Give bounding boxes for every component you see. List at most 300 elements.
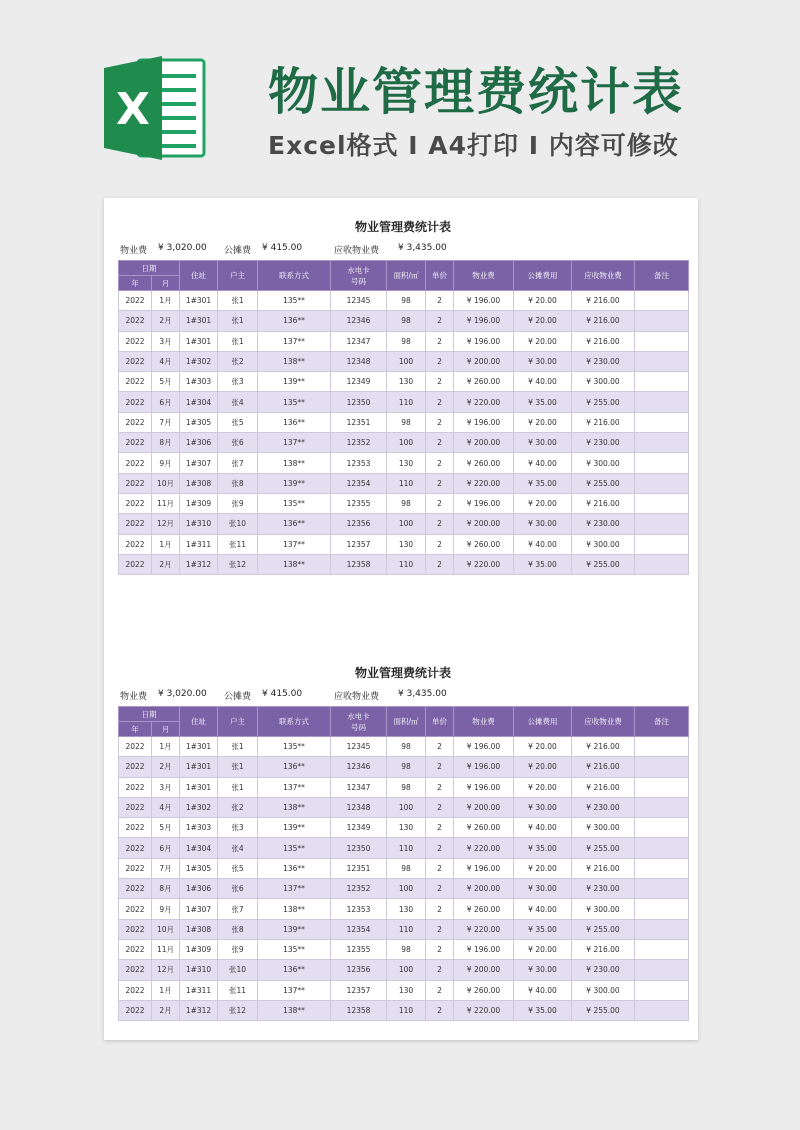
cell-area: 100 xyxy=(387,797,426,817)
table-row xyxy=(119,919,689,939)
cell-year: 2022 xyxy=(119,797,152,817)
cell-card-number: 12345 xyxy=(331,291,387,311)
cell-fee: ¥ 220.00 xyxy=(454,919,514,939)
cell-address: 1#305 xyxy=(180,858,218,878)
svg-text:X: X xyxy=(116,84,150,135)
cell-price: 2 xyxy=(426,372,454,392)
cell-year: 2022 xyxy=(119,392,152,412)
cell-price: 2 xyxy=(426,1000,454,1020)
cell-card-number: 12355 xyxy=(331,939,387,959)
cell-fee: ¥ 220.00 xyxy=(454,838,514,858)
cell-year: 2022 xyxy=(119,514,152,534)
cell-note xyxy=(635,899,689,919)
summary-receivable-value: ¥ 3,435.00 xyxy=(398,689,447,699)
table-title: 物业管理费统计表 xyxy=(354,666,451,680)
cell-year: 2022 xyxy=(119,351,152,371)
banner-title: 物业管理费统计表 xyxy=(268,63,684,121)
cell-year: 2022 xyxy=(119,899,152,919)
cell-receivable: ¥ 255.00 xyxy=(572,473,635,493)
cell-receivable: ¥ 255.00 xyxy=(572,554,635,574)
cell-price: 2 xyxy=(426,797,454,817)
cell-month: 1月 xyxy=(152,737,180,757)
cell-address: 1#310 xyxy=(180,960,218,980)
cell-year: 2022 xyxy=(119,331,152,351)
cell-month: 3月 xyxy=(152,777,180,797)
cell-year: 2022 xyxy=(119,453,152,473)
cell-shared-fee: ¥ 20.00 xyxy=(514,311,572,331)
summary-receivable-value: ¥ 3,435.00 xyxy=(398,243,447,253)
header-year: 年 xyxy=(119,722,152,737)
cell-year: 2022 xyxy=(119,473,152,493)
cell-fee: ¥ 220.00 xyxy=(454,473,514,493)
cell-receivable: ¥ 300.00 xyxy=(572,818,635,838)
cell-year: 2022 xyxy=(119,311,152,331)
cell-receivable: ¥ 216.00 xyxy=(572,331,635,351)
cell-shared-fee: ¥ 30.00 xyxy=(514,351,572,371)
cell-address: 1#312 xyxy=(180,554,218,574)
table-row xyxy=(119,858,689,878)
cell-contact: 138** xyxy=(258,1000,331,1020)
cell-contact: 135** xyxy=(258,939,331,959)
cell-year: 2022 xyxy=(119,939,152,959)
summary-shared-value: ¥ 415.00 xyxy=(262,689,303,699)
cell-address: 1#309 xyxy=(180,939,218,959)
cell-note xyxy=(635,351,689,371)
cell-area: 130 xyxy=(387,818,426,838)
cell-card-number: 12354 xyxy=(331,919,387,939)
cell-month: 8月 xyxy=(152,433,180,453)
cell-month: 8月 xyxy=(152,879,180,899)
cell-month: 9月 xyxy=(152,899,180,919)
cell-owner: 张9 xyxy=(218,493,258,513)
cell-shared-fee: ¥ 40.00 xyxy=(514,980,572,1000)
cell-price: 2 xyxy=(426,473,454,493)
cell-card-number: 12350 xyxy=(331,838,387,858)
cell-fee: ¥ 196.00 xyxy=(454,493,514,513)
cell-price: 2 xyxy=(426,412,454,432)
cell-owner: 张5 xyxy=(218,412,258,432)
cell-price: 2 xyxy=(426,554,454,574)
cell-month: 11月 xyxy=(152,493,180,513)
cell-receivable: ¥ 300.00 xyxy=(572,980,635,1000)
cell-fee: ¥ 200.00 xyxy=(454,960,514,980)
header-contact: 联系方式 xyxy=(258,261,331,291)
cell-receivable: ¥ 216.00 xyxy=(572,858,635,878)
cell-price: 2 xyxy=(426,939,454,959)
cell-card-number: 12347 xyxy=(331,331,387,351)
cell-price: 2 xyxy=(426,291,454,311)
cell-note xyxy=(635,838,689,858)
cell-contact: 136** xyxy=(258,858,331,878)
cell-contact: 135** xyxy=(258,737,331,757)
cell-shared-fee: ¥ 35.00 xyxy=(514,919,572,939)
cell-year: 2022 xyxy=(119,1000,152,1020)
cell-address: 1#301 xyxy=(180,777,218,797)
cell-receivable: ¥ 300.00 xyxy=(572,534,635,554)
cell-year: 2022 xyxy=(119,534,152,554)
cell-note xyxy=(635,797,689,817)
cell-receivable: ¥ 230.00 xyxy=(572,351,635,371)
cell-month: 1月 xyxy=(152,291,180,311)
table-row xyxy=(119,899,689,919)
cell-price: 2 xyxy=(426,331,454,351)
cell-card-number: 12353 xyxy=(331,453,387,473)
summary-shared-value: ¥ 415.00 xyxy=(262,243,303,253)
table-row xyxy=(119,534,689,554)
cell-receivable: ¥ 230.00 xyxy=(572,433,635,453)
cell-price: 2 xyxy=(426,899,454,919)
cell-owner: 张1 xyxy=(218,311,258,331)
cell-shared-fee: ¥ 20.00 xyxy=(514,939,572,959)
cell-receivable: ¥ 216.00 xyxy=(572,311,635,331)
cell-address: 1#306 xyxy=(180,433,218,453)
cell-fee: ¥ 200.00 xyxy=(454,514,514,534)
cell-shared-fee: ¥ 30.00 xyxy=(514,514,572,534)
cell-receivable: ¥ 255.00 xyxy=(572,392,635,412)
cell-year: 2022 xyxy=(119,554,152,574)
cell-address: 1#310 xyxy=(180,514,218,534)
cell-month: 12月 xyxy=(152,960,180,980)
cell-card-number: 12357 xyxy=(331,980,387,1000)
cell-area: 98 xyxy=(387,939,426,959)
cell-address: 1#306 xyxy=(180,879,218,899)
cell-fee: ¥ 260.00 xyxy=(454,818,514,838)
cell-note xyxy=(635,919,689,939)
cell-shared-fee: ¥ 35.00 xyxy=(514,554,572,574)
cell-card-number: 12356 xyxy=(331,514,387,534)
cell-month: 6月 xyxy=(152,838,180,858)
cell-fee: ¥ 200.00 xyxy=(454,879,514,899)
header-contact: 联系方式 xyxy=(258,707,331,737)
cell-area: 130 xyxy=(387,899,426,919)
cell-note xyxy=(635,311,689,331)
header-card-line2: 号码 xyxy=(351,722,366,732)
cell-shared-fee: ¥ 20.00 xyxy=(514,858,572,878)
cell-note xyxy=(635,392,689,412)
cell-receivable: ¥ 300.00 xyxy=(572,453,635,473)
summary-row xyxy=(118,240,688,260)
cell-address: 1#305 xyxy=(180,412,218,432)
cell-price: 2 xyxy=(426,818,454,838)
cell-receivable: ¥ 300.00 xyxy=(572,899,635,919)
cell-shared-fee: ¥ 30.00 xyxy=(514,797,572,817)
table-row xyxy=(119,879,689,899)
cell-address: 1#307 xyxy=(180,899,218,919)
cell-price: 2 xyxy=(426,453,454,473)
cell-owner: 张7 xyxy=(218,899,258,919)
cell-fee: ¥ 196.00 xyxy=(454,939,514,959)
cell-owner: 张2 xyxy=(218,797,258,817)
cell-price: 2 xyxy=(426,858,454,878)
table-row xyxy=(119,412,689,432)
cell-contact: 139** xyxy=(258,919,331,939)
cell-year: 2022 xyxy=(119,372,152,392)
cell-card-number: 12352 xyxy=(331,879,387,899)
header-area: 面积/㎡ xyxy=(387,261,426,291)
cell-owner: 张1 xyxy=(218,291,258,311)
cell-card-number: 12349 xyxy=(331,818,387,838)
cell-shared-fee: ¥ 35.00 xyxy=(514,1000,572,1020)
cell-fee: ¥ 220.00 xyxy=(454,1000,514,1020)
cell-owner: 张12 xyxy=(218,1000,258,1020)
cell-card-number: 12345 xyxy=(331,737,387,757)
table-row xyxy=(119,351,689,371)
header-shared: 公摊费用 xyxy=(514,707,572,737)
header-card-line1: 水电卡 xyxy=(347,711,370,721)
cell-owner: 张8 xyxy=(218,919,258,939)
cell-year: 2022 xyxy=(119,919,152,939)
cell-area: 110 xyxy=(387,473,426,493)
cell-contact: 138** xyxy=(258,453,331,473)
cell-owner: 张10 xyxy=(218,960,258,980)
cell-area: 98 xyxy=(387,331,426,351)
excel-logo-icon xyxy=(100,52,210,164)
cell-card-number: 12354 xyxy=(331,473,387,493)
cell-shared-fee: ¥ 20.00 xyxy=(514,291,572,311)
cell-area: 98 xyxy=(387,493,426,513)
cell-address: 1#303 xyxy=(180,372,218,392)
cell-address: 1#308 xyxy=(180,473,218,493)
cell-receivable: ¥ 300.00 xyxy=(572,372,635,392)
header-receivable: 应收物业费 xyxy=(572,261,635,291)
cell-year: 2022 xyxy=(119,493,152,513)
fee-table-block xyxy=(118,644,688,1021)
cell-shared-fee: ¥ 30.00 xyxy=(514,879,572,899)
header-card xyxy=(331,261,387,291)
cell-card-number: 12355 xyxy=(331,493,387,513)
cell-contact: 135** xyxy=(258,493,331,513)
cell-contact: 137** xyxy=(258,534,331,554)
cell-receivable: ¥ 230.00 xyxy=(572,879,635,899)
table-row xyxy=(119,311,689,331)
cell-address: 1#311 xyxy=(180,534,218,554)
table-row xyxy=(119,514,689,534)
cell-card-number: 12347 xyxy=(331,777,387,797)
cell-receivable: ¥ 216.00 xyxy=(572,493,635,513)
cell-receivable: ¥ 255.00 xyxy=(572,838,635,858)
cell-month: 1月 xyxy=(152,980,180,1000)
cell-address: 1#301 xyxy=(180,737,218,757)
cell-contact: 138** xyxy=(258,554,331,574)
header-address: 住址 xyxy=(180,261,218,291)
cell-owner: 张2 xyxy=(218,351,258,371)
cell-fee: ¥ 196.00 xyxy=(454,291,514,311)
cell-owner: 张12 xyxy=(218,554,258,574)
cell-contact: 136** xyxy=(258,412,331,432)
cell-price: 2 xyxy=(426,777,454,797)
cell-shared-fee: ¥ 40.00 xyxy=(514,372,572,392)
cell-note xyxy=(635,372,689,392)
fee-table xyxy=(118,260,689,575)
cell-price: 2 xyxy=(426,493,454,513)
cell-address: 1#311 xyxy=(180,980,218,1000)
cell-shared-fee: ¥ 20.00 xyxy=(514,737,572,757)
table-row xyxy=(119,372,689,392)
cell-card-number: 12348 xyxy=(331,797,387,817)
cell-fee: ¥ 196.00 xyxy=(454,757,514,777)
cell-contact: 137** xyxy=(258,980,331,1000)
header-month: 月 xyxy=(152,276,180,291)
cell-note xyxy=(635,534,689,554)
header-address: 住址 xyxy=(180,707,218,737)
cell-price: 2 xyxy=(426,311,454,331)
table-row xyxy=(119,453,689,473)
cell-contact: 138** xyxy=(258,899,331,919)
cell-year: 2022 xyxy=(119,980,152,1000)
cell-area: 98 xyxy=(387,412,426,432)
table-row xyxy=(119,757,689,777)
cell-shared-fee: ¥ 35.00 xyxy=(514,473,572,493)
cell-fee: ¥ 260.00 xyxy=(454,453,514,473)
header-card-line2: 号码 xyxy=(351,276,366,286)
cell-fee: ¥ 200.00 xyxy=(454,433,514,453)
cell-month: 6月 xyxy=(152,392,180,412)
cell-address: 1#307 xyxy=(180,453,218,473)
cell-receivable: ¥ 230.00 xyxy=(572,797,635,817)
cell-address: 1#301 xyxy=(180,757,218,777)
cell-year: 2022 xyxy=(119,433,152,453)
cell-month: 10月 xyxy=(152,473,180,493)
cell-shared-fee: ¥ 20.00 xyxy=(514,493,572,513)
cell-receivable: ¥ 216.00 xyxy=(572,777,635,797)
header-note: 备注 xyxy=(635,707,689,737)
cell-fee: ¥ 196.00 xyxy=(454,331,514,351)
summary-property-label: 物业费 xyxy=(120,246,148,256)
table-row xyxy=(119,960,689,980)
cell-contact: 138** xyxy=(258,797,331,817)
table-row xyxy=(119,838,689,858)
cell-month: 7月 xyxy=(152,412,180,432)
cell-owner: 张11 xyxy=(218,980,258,1000)
header-area: 面积/㎡ xyxy=(387,707,426,737)
cell-month: 9月 xyxy=(152,453,180,473)
cell-owner: 张5 xyxy=(218,858,258,878)
cell-note xyxy=(635,939,689,959)
cell-receivable: ¥ 216.00 xyxy=(572,757,635,777)
cell-area: 100 xyxy=(387,960,426,980)
cell-price: 2 xyxy=(426,351,454,371)
cell-note xyxy=(635,960,689,980)
cell-area: 110 xyxy=(387,554,426,574)
cell-year: 2022 xyxy=(119,818,152,838)
cell-fee: ¥ 196.00 xyxy=(454,737,514,757)
cell-card-number: 12358 xyxy=(331,554,387,574)
cell-fee: ¥ 220.00 xyxy=(454,392,514,412)
cell-owner: 张8 xyxy=(218,473,258,493)
summary-row xyxy=(118,686,688,706)
cell-area: 100 xyxy=(387,433,426,453)
cell-shared-fee: ¥ 20.00 xyxy=(514,412,572,432)
cell-area: 100 xyxy=(387,351,426,371)
summary-property-value: ¥ 3,020.00 xyxy=(158,689,207,699)
cell-card-number: 12350 xyxy=(331,392,387,412)
summary-property-value: ¥ 3,020.00 xyxy=(158,243,207,253)
cell-receivable: ¥ 216.00 xyxy=(572,939,635,959)
header-year: 年 xyxy=(119,276,152,291)
cell-address: 1#304 xyxy=(180,838,218,858)
header-shared: 公摊费用 xyxy=(514,261,572,291)
cell-price: 2 xyxy=(426,392,454,412)
cell-owner: 张10 xyxy=(218,514,258,534)
cell-year: 2022 xyxy=(119,777,152,797)
cell-receivable: ¥ 216.00 xyxy=(572,412,635,432)
cell-owner: 张7 xyxy=(218,453,258,473)
table-row xyxy=(119,777,689,797)
cell-area: 98 xyxy=(387,311,426,331)
cell-area: 98 xyxy=(387,737,426,757)
cell-contact: 136** xyxy=(258,757,331,777)
cell-area: 110 xyxy=(387,838,426,858)
table-title: 物业管理费统计表 xyxy=(354,220,451,234)
cell-shared-fee: ¥ 40.00 xyxy=(514,453,572,473)
header-fee: 物业费 xyxy=(454,707,514,737)
cell-month: 7月 xyxy=(152,858,180,878)
summary-property-label: 物业费 xyxy=(120,692,148,702)
cell-month: 4月 xyxy=(152,351,180,371)
summary-shared-label: 公摊费 xyxy=(224,692,252,702)
cell-card-number: 12356 xyxy=(331,960,387,980)
cell-note xyxy=(635,412,689,432)
cell-note xyxy=(635,879,689,899)
cell-area: 110 xyxy=(387,1000,426,1020)
header-date: 日期 xyxy=(119,707,180,722)
cell-note xyxy=(635,737,689,757)
cell-receivable: ¥ 216.00 xyxy=(572,737,635,757)
cell-card-number: 12348 xyxy=(331,351,387,371)
cell-month: 12月 xyxy=(152,514,180,534)
cell-note xyxy=(635,554,689,574)
cell-contact: 138** xyxy=(258,351,331,371)
summary-receivable-label: 应收物业费 xyxy=(334,692,380,702)
cell-month: 2月 xyxy=(152,554,180,574)
banner xyxy=(0,0,800,190)
table-row xyxy=(119,1000,689,1020)
cell-fee: ¥ 196.00 xyxy=(454,858,514,878)
banner-subtitle: Excel格式 I A4打印 I 内容可修改 xyxy=(268,131,679,160)
cell-price: 2 xyxy=(426,960,454,980)
cell-receivable: ¥ 255.00 xyxy=(572,1000,635,1020)
header-card-line1: 水电卡 xyxy=(347,265,370,275)
cell-year: 2022 xyxy=(119,412,152,432)
header-card xyxy=(331,707,387,737)
cell-area: 100 xyxy=(387,879,426,899)
cell-note xyxy=(635,858,689,878)
header-price: 单价 xyxy=(426,261,454,291)
cell-card-number: 12346 xyxy=(331,311,387,331)
table-row xyxy=(119,493,689,513)
cell-area: 98 xyxy=(387,858,426,878)
summary-receivable-label: 应收物业费 xyxy=(334,246,380,256)
table-row xyxy=(119,433,689,453)
cell-owner: 张9 xyxy=(218,939,258,959)
cell-note xyxy=(635,514,689,534)
cell-contact: 135** xyxy=(258,838,331,858)
cell-year: 2022 xyxy=(119,291,152,311)
cell-shared-fee: ¥ 20.00 xyxy=(514,757,572,777)
cell-owner: 张3 xyxy=(218,372,258,392)
fee-table-block xyxy=(118,198,688,575)
cell-owner: 张4 xyxy=(218,838,258,858)
table-row xyxy=(119,737,689,757)
cell-address: 1#309 xyxy=(180,493,218,513)
table-row xyxy=(119,331,689,351)
cell-area: 98 xyxy=(387,291,426,311)
cell-shared-fee: ¥ 30.00 xyxy=(514,433,572,453)
cell-address: 1#301 xyxy=(180,291,218,311)
cell-area: 110 xyxy=(387,919,426,939)
cell-owner: 张6 xyxy=(218,433,258,453)
cell-note xyxy=(635,818,689,838)
